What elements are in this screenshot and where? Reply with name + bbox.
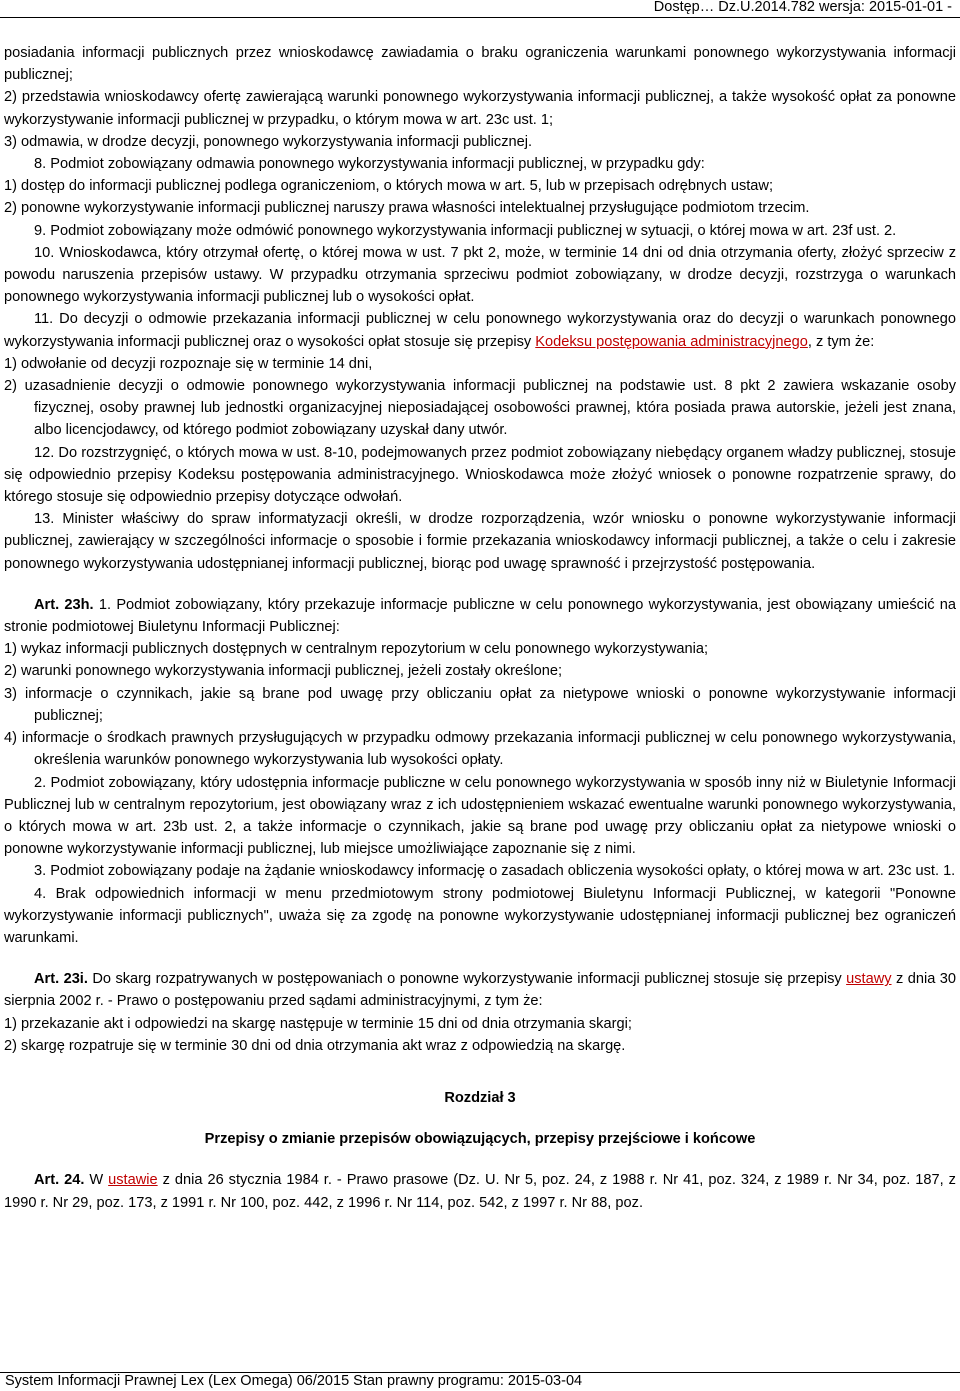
list-item: 4) informacje o środkach prawnych przysługujących w przypadku odmowy przekazania informacji publicznej w celu ponownego wykorzystywania, określenia warunków ponownego wykorzystywania lub wysokości opłaty. — [4, 730, 956, 769]
list-item: 2) warunki ponownego wykorzystywania informacji publicznej, jeżeli zostały określone; — [4, 663, 563, 680]
article-label: Art. 23h. — [34, 596, 94, 613]
paragraph-text: 11. Do decyzji o odmowie przekazania informacji publicznej w celu ponownego wykorzystywania oraz do decyzji o warunkach ponownego wykorzystywania informacji publicznej oraz o wysokości opłat stosuje się przepisy — [4, 311, 956, 350]
article-23i — [4, 968, 956, 1012]
paragraph-text: , z tym że: — [807, 333, 875, 350]
list-item: 1) wykaz informacji publicznych dostępnych w centralnym repozytorium w celu ponownego wykorzystywania; — [4, 641, 709, 658]
page-footer — [0, 1372, 960, 1391]
paragraph-text: W — [84, 1172, 109, 1189]
paragraph: posiadania informacji publicznych przez wnioskodawcę zawiadamia o braku ograniczenia warunkami ponownego wykorzystywania informacji publicznej; — [4, 45, 956, 84]
footer-text: System Informacji Prawnej Lex (Lex Omega) 06/2015 Stan prawny programu: 2015-03-04 — [5, 1373, 583, 1389]
chapter-subtitle: Przepisy o zmianie przepisów obowiązujących, przepisy przejściowe i końcowe — [204, 1131, 756, 1148]
list-item: 3) odmawia, w drodze decyzji, ponownego wykorzystywania informacji publicznej. — [4, 133, 533, 150]
ustawa-prasowe-link[interactable]: ustawie — [108, 1172, 158, 1189]
page-header — [0, 0, 960, 18]
chapter-title: Rozdział 3 — [444, 1089, 516, 1106]
paragraph — [4, 308, 956, 352]
paragraph-text: z dnia 30 sierpnia 2002 r. - Prawo o postępowaniu przed sądami administracyjnymi, z tym że: — [4, 971, 956, 1010]
list-item: 1) odwołanie od decyzji rozpoznaje się w terminie 14 dni, — [4, 355, 373, 372]
paragraph: 12. Do rozstrzygnięć, o których mowa w ust. 8-10, podejmowanych przez podmiot zobowiązany niebędący organem władzy publicznej, stosuje się odpowiednio przepisy Kodeksu postępowania administracyjnego. Wnioskodawca może złożyć wniosek o ponowne rozpatrzenie sprawy, do którego stosuje się odpowiednio przepisy dotyczące odwołań. — [4, 444, 956, 506]
list-item: 1) przekazanie akt i odpowiedzi na skargę następuje w terminie 15 dni od dnia otrzymania skargi; — [4, 1015, 632, 1032]
article-23h — [4, 594, 956, 638]
paragraph: 2. Podmiot zobowiązany, który udostępnia informacje publiczne w celu ponownego wykorzystywania w sposób inny niż w Biuletynie Informacji Publicznej lub w centralnym repozytorium, jest obowiązany wraz z ich udostępnieniem wskazać ewentualne warunki ponownego wykorzystywania, o których mowa w art. 23b ust. 2, a także informacje o czynnikach, jakie są brane pod uwagę przy obliczaniu opłat za nietypowe wnioski o ponowne wykorzystywanie informacji publicznej, lub miejsce umożliwiające zapoznanie się z nimi. — [4, 774, 956, 858]
paragraph-text: z dnia 26 stycznia 1984 r. - Prawo prasowe (Dz. U. Nr 5, poz. 24, z 1988 r. Nr 41, poz. 324, z 1989 r. Nr 34, poz. 187, z 1990 r. Nr 29, poz. 173, z 1991 r. Nr 100, poz. 442, z 1996 r. Nr 114, poz. 542, z 1997 r. Nr 88, poz. — [4, 1172, 956, 1211]
header-document-info: Dostęp… Dz.U.2014.782 wersja: 2015-01-01 - — [653, 0, 952, 15]
paragraph: 9. Podmiot zobowiązany może odmówić ponownego wykorzystywania informacji publicznej w sytuacji, o której mowa w art. 23f ust. 2. — [34, 222, 897, 239]
paragraph-text: Do skarg rozpatrywanych w postępowaniach o ponowne wykorzystywanie informacji publicznej stosuje się przepisy — [87, 971, 847, 988]
list-item: 3) informacje o czynnikach, jakie są brane pod uwagę przy obliczaniu opłat za nietypowe wnioski o ponowne wykorzystywanie informacji publicznej; — [4, 685, 956, 724]
article-24 — [4, 1169, 956, 1213]
list-item: 2) przedstawia wnioskodawcy ofertę zawierającą warunki ponownego wykorzystywania informacji publicznej, a także wysokość opłat za ponowne wykorzystywanie informacji publicznej w przypadku, o którym mowa w art. 23c ust. 1; — [4, 89, 956, 128]
paragraph-text: 1. Podmiot zobowiązany, który przekazuje informacje publiczne w celu ponownego wykorzystywania, jest obowiązany umieścić na stronie podmiotowej Biuletynu Informacji Publicznej: — [4, 596, 956, 636]
list-item: 2) skargę rozpatruje się w terminie 30 dni od dnia otrzymania akt wraz z odpowiedzią na skargę. — [4, 1037, 626, 1054]
document-body — [4, 42, 956, 1214]
paragraph: 13. Minister właściwy do spraw informatyzacji określi, w drodze rozporządzenia, wzór wniosku o ponowne wykorzystywanie informacji publicznej, zawierający w szczególności informacje o sposobie i formie przekazania wnioskodawcy informacji publicznej, a także o celu i zakresie ponownego wykorzystywania udostępnianej informacji publicznej, biorąc pod uwagę sprawność i przejrzystość postępowania. — [4, 511, 956, 572]
list-item: 1) dostęp do informacji publicznej podlega ograniczeniom, o których mowa w art. 5, lub w przepisach odrębnych ustaw; — [4, 178, 774, 195]
ustawa-link[interactable]: ustawy — [846, 971, 892, 988]
paragraph: 3. Podmiot zobowiązany podaje na żądanie wnioskodawcy informację o zasadach obliczenia wysokości opłaty, o której mowa w art. 23c ust. 1. — [34, 863, 956, 880]
list-item: 2) ponowne wykorzystywanie informacji publicznej naruszy prawa własności intelektualnej przysługujące podmiotom trzecim. — [4, 200, 810, 217]
article-label: Art. 23i. — [34, 971, 88, 988]
paragraph: 8. Podmiot zobowiązany odmawia ponownego wykorzystywania informacji publicznej, w przypadku gdy: — [34, 156, 705, 173]
article-label: Art. 24. — [34, 1172, 85, 1189]
kodeks-link[interactable]: Kodeksu postępowania administracyjnego — [535, 333, 808, 350]
list-item: 2) uzasadnienie decyzji o odmowie ponownego wykorzystywania informacji publicznej na podstawie ust. 8 pkt 2 zawiera wskazanie osoby fizycznej, osoby prawnej lub jednostki organizacyjnej nieposiadającej osobowości prawnej, która posiada prawa autorskie, jeżeli jest znana, albo licencjodawcy, od którego podmiot zobowiązany uzyskał dany utwór. — [4, 378, 956, 439]
paragraph: 4. Brak odpowiednich informacji w menu przedmiotowym strony podmiotowej Biuletynu Informacji Publicznej, w kategorii "Ponowne wykorzystywanie informacji publicznych", uważa się za zgodę na ponowne wykorzystywanie udostępnianej informacji publicznej bez ograniczeń warunkami. — [4, 885, 956, 946]
paragraph: 10. Wnioskodawca, który otrzymał ofertę, o której mowa w ust. 7 pkt 2, może, w terminie 14 dni od dnia otrzymania oferty, złożyć sprzeciw z powodu naruszenia przepisów ustawy. W przypadku otrzymania sprzeciwu podmiot zobowiązany, w drodze decyzji, rozstrzyga o warunkach ponownego wykorzystywania informacji publicznej lub o wysokości opłat. — [4, 244, 956, 306]
